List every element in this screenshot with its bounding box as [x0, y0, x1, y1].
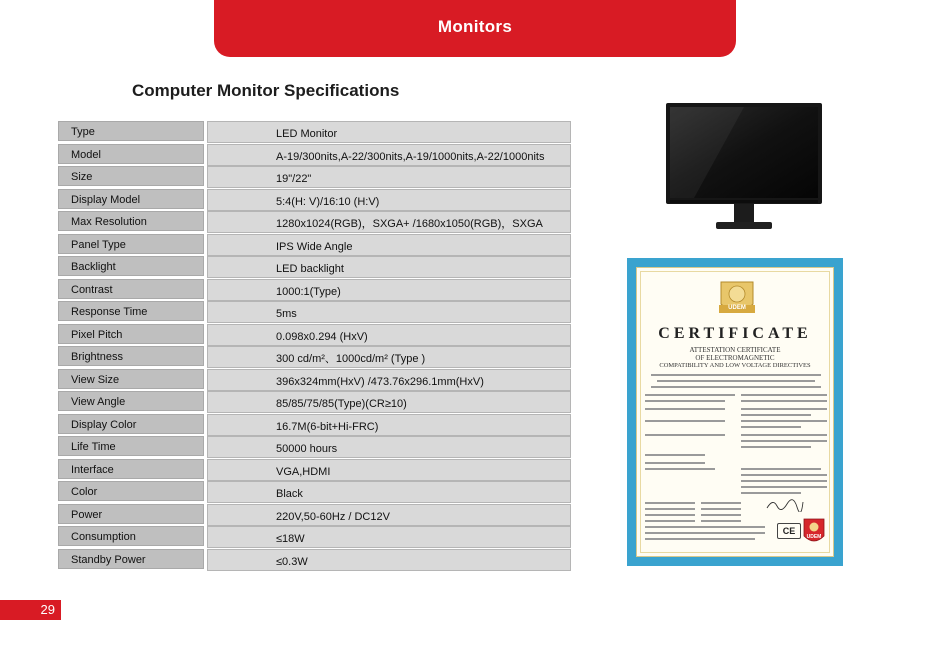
- spec-value: Black: [207, 481, 571, 503]
- spec-value: 5ms: [207, 301, 571, 323]
- spec-value: 16.7M(6-bit+Hi-FRC): [207, 414, 571, 436]
- fine-print-line: [645, 420, 725, 422]
- fine-print-line: [645, 462, 705, 464]
- spec-value: 396x324mm(HxV) /473.76x296.1mm(HxV): [207, 369, 571, 391]
- spec-label: Backlight: [58, 256, 204, 276]
- spec-row: [58, 549, 571, 572]
- certificate-image: [627, 258, 843, 566]
- udem-logo: [717, 278, 757, 320]
- spec-value: A-19/300nits,A-22/300nits,A-19/1000nits,A-22/1000nits: [207, 144, 571, 166]
- spec-row: [58, 279, 571, 302]
- fine-print-line: [741, 400, 827, 402]
- fine-print-line: [741, 474, 827, 476]
- fine-print-line: [741, 492, 801, 494]
- fine-print-line: [645, 394, 735, 396]
- spec-label: Model: [58, 144, 204, 164]
- fine-print-line: [645, 468, 715, 470]
- spec-label: Type: [58, 121, 204, 141]
- fine-print-line: [645, 514, 695, 516]
- spec-row: [58, 504, 571, 527]
- spec-value: 5:4(H: V)/16:10 (H:V): [207, 189, 571, 211]
- fine-print-line: [741, 414, 811, 416]
- fine-print-line: [701, 508, 741, 510]
- certificate-line-2: OF ELECTROMAGNETIC: [695, 354, 775, 362]
- spec-value: 220V,50-60Hz / DC12V: [207, 504, 571, 526]
- fine-print-line: [645, 538, 755, 540]
- spec-label: Power: [58, 504, 204, 524]
- spec-row: [58, 391, 571, 414]
- ce-mark: CE: [777, 523, 801, 539]
- fine-print-line: [741, 408, 827, 410]
- spec-label: Display Model: [58, 189, 204, 209]
- certificate-line-3: COMPATIBILITY AND LOW VOLTAGE DIRECTIVES: [659, 362, 811, 369]
- spec-label: Response Time: [58, 301, 204, 321]
- fine-print-line: [645, 454, 705, 456]
- fine-print-line: [741, 440, 827, 442]
- spec-value: 85/85/75/85(Type)(CR≥10): [207, 391, 571, 413]
- fine-print-line: [645, 434, 725, 436]
- spec-value: ≤0.3W: [207, 549, 571, 571]
- spec-label: Size: [58, 166, 204, 186]
- spec-label: Display Color: [58, 414, 204, 434]
- spec-label: Panel Type: [58, 234, 204, 254]
- spec-value: 19"/22": [207, 166, 571, 188]
- fine-print-line: [645, 400, 725, 402]
- fine-print-line: [741, 468, 821, 470]
- spec-row: [58, 369, 571, 392]
- spec-value: 1000:1(Type): [207, 279, 571, 301]
- fine-print-line: [645, 502, 695, 504]
- fine-print-line: [701, 520, 741, 522]
- fine-print-line: [645, 508, 695, 510]
- spec-label: Consumption: [58, 526, 204, 546]
- spec-row: [58, 526, 571, 549]
- spec-row: [58, 459, 571, 482]
- section-title: Computer Monitor Specifications: [132, 81, 400, 100]
- spec-label: View Size: [58, 369, 204, 389]
- spec-value: 0.098x0.294 (HxV): [207, 324, 571, 346]
- logo-text: UDEM: [728, 305, 746, 311]
- spec-row: [58, 144, 571, 167]
- fine-print-line: [741, 480, 827, 482]
- spec-label: Brightness: [58, 346, 204, 366]
- spec-row: [58, 436, 571, 459]
- spec-row: [58, 166, 571, 189]
- signature: [765, 498, 805, 517]
- spec-label: Pixel Pitch: [58, 324, 204, 344]
- fine-print-line: [645, 532, 765, 534]
- certificate-document: [636, 267, 834, 557]
- fine-print-line: [645, 408, 725, 410]
- spec-value: IPS Wide Angle: [207, 234, 571, 256]
- spec-value: VGA,HDMI: [207, 459, 571, 481]
- fine-print-line: [651, 386, 821, 388]
- udem-stamp: [801, 516, 827, 546]
- certificate-line-1: ATTESTATION CERTIFICATE: [689, 346, 781, 354]
- spec-value: 1280x1024(RGB)，SXGA+ /1680x1050(RGB)，SXGA: [207, 211, 571, 233]
- spec-label: Standby Power: [58, 549, 204, 569]
- spec-label: Life Time: [58, 436, 204, 456]
- spec-label: Contrast: [58, 279, 204, 299]
- fine-print-line: [741, 426, 801, 428]
- fine-print-line: [741, 420, 827, 422]
- stamp-text: UDEM: [806, 534, 822, 540]
- spec-value: 300 cd/m²、1000cd/m² (Type ): [207, 346, 571, 368]
- fine-print-line: [741, 394, 827, 396]
- page-number: 29: [0, 600, 61, 620]
- spec-row: [58, 234, 571, 257]
- spec-label: View Angle: [58, 391, 204, 411]
- spec-label: Max Resolution: [58, 211, 204, 231]
- spec-row: [58, 256, 571, 279]
- fine-print-line: [701, 514, 741, 516]
- header-title: Monitors: [437, 17, 513, 36]
- spec-value: LED Monitor: [207, 121, 571, 143]
- spec-row: [58, 414, 571, 437]
- fine-print-line: [645, 526, 765, 528]
- spec-label: Color: [58, 481, 204, 501]
- header-banner: [214, 0, 736, 57]
- spec-row: [58, 324, 571, 347]
- monitor-image: [664, 101, 824, 233]
- fine-print-line: [741, 486, 827, 488]
- spec-row: [58, 211, 571, 234]
- fine-print-line: [741, 446, 811, 448]
- spec-row: [58, 481, 571, 504]
- spec-value: 50000 hours: [207, 436, 571, 458]
- spec-row: [58, 121, 571, 144]
- spec-label: Interface: [58, 459, 204, 479]
- certificate-title: CERTIFICATE: [658, 325, 812, 342]
- fine-print-line: [741, 434, 827, 436]
- fine-print-line: [645, 520, 695, 522]
- fine-print-line: [657, 380, 815, 382]
- spec-row: [58, 189, 571, 212]
- spec-row: [58, 301, 571, 324]
- spec-table: [58, 121, 571, 571]
- fine-print-line: [651, 374, 821, 376]
- fine-print-line: [701, 502, 741, 504]
- spec-row: [58, 346, 571, 369]
- spec-value: LED backlight: [207, 256, 571, 278]
- spec-value: ≤18W: [207, 526, 571, 548]
